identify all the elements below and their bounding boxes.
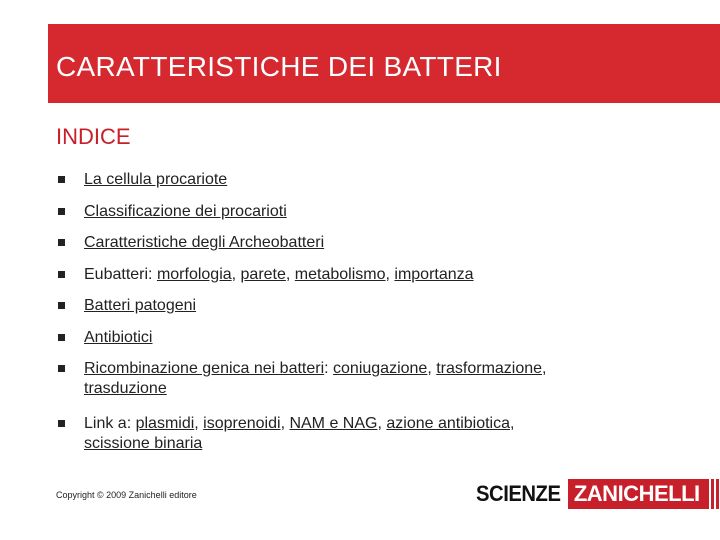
bullet-square-icon (58, 271, 65, 278)
list-item-cellula (56, 170, 656, 190)
link-nam-nag[interactable]: NAM e NAG (289, 415, 378, 432)
link-isoprenoidi[interactable]: isoprenoidi (203, 415, 281, 432)
link-coniugazione[interactable]: coniugazione (333, 360, 428, 377)
link-archeobatteri[interactable]: Caratteristiche degli Archeobatteri (84, 234, 325, 251)
zanichelli-logo (476, 479, 720, 509)
bullet-square-icon (58, 302, 65, 309)
list-item-link (56, 414, 656, 454)
bullet-square-icon (58, 176, 65, 183)
bullet-square-icon (58, 420, 65, 427)
list-item-patogeni (56, 296, 656, 316)
list-item-antibiotici (56, 328, 656, 348)
separator: , (194, 415, 204, 432)
separator: , (385, 265, 395, 283)
bullet-square-icon (58, 239, 65, 246)
bullet-square-icon (58, 334, 65, 341)
separator: , (231, 265, 241, 283)
title-bar (48, 24, 720, 103)
slide-title: CARATTERISTICHE DEI BATTERI (56, 51, 502, 82)
list-item-classificazione (56, 202, 656, 222)
link-antibiotici[interactable]: Antibiotici (84, 328, 153, 346)
separator: , (510, 415, 515, 432)
copyright-text: Copyright © 2009 Zanichelli editore (56, 490, 197, 500)
link-scissione-binaria[interactable]: scissione binaria (84, 435, 203, 452)
link-trasformazione[interactable]: trasformazione (436, 360, 543, 377)
link-trasduzione[interactable]: trasduzione (84, 380, 167, 397)
index-list (56, 170, 656, 466)
bullet-square-icon (58, 365, 65, 372)
separator: , (377, 415, 387, 432)
link-azione-antibiotica[interactable]: azione antibiotica (386, 415, 510, 432)
list-item-ricombinazione (56, 359, 656, 399)
section-heading: INDICE (56, 124, 131, 149)
logo-scienze-text: SCIENZE (476, 481, 561, 506)
link-batteri-patogeni[interactable]: Batteri patogeni (84, 297, 197, 314)
link-morfologia[interactable]: morfologia (156, 265, 232, 283)
logo-stripes-icon (706, 479, 720, 509)
link-parete[interactable]: parete (240, 265, 286, 283)
separator: , (285, 265, 295, 283)
bullet-square-icon (58, 208, 65, 215)
link-classificazione[interactable]: Classificazione dei procarioti (84, 202, 287, 220)
link-label: Link a: (84, 415, 136, 432)
separator: , (542, 360, 547, 377)
separator: : (324, 360, 334, 377)
link-importanza[interactable]: importanza (394, 265, 474, 283)
list-item-eubatteri (56, 265, 656, 285)
link-ricombinazione-genica[interactable]: Ricombinazione genica nei batteri (84, 360, 325, 377)
list-item-archeobatteri (56, 233, 656, 253)
link-metabolismo[interactable]: metabolismo (294, 265, 386, 283)
separator: , (427, 360, 437, 377)
separator: , (280, 415, 290, 432)
link-cellula-procariote[interactable]: La cellula procariote (84, 171, 228, 188)
logo-zanichelli-text: ZANICHELLI (568, 479, 706, 509)
link-plasmidi[interactable]: plasmidi (135, 415, 195, 432)
eubatteri-label: Eubatteri: (84, 265, 157, 283)
